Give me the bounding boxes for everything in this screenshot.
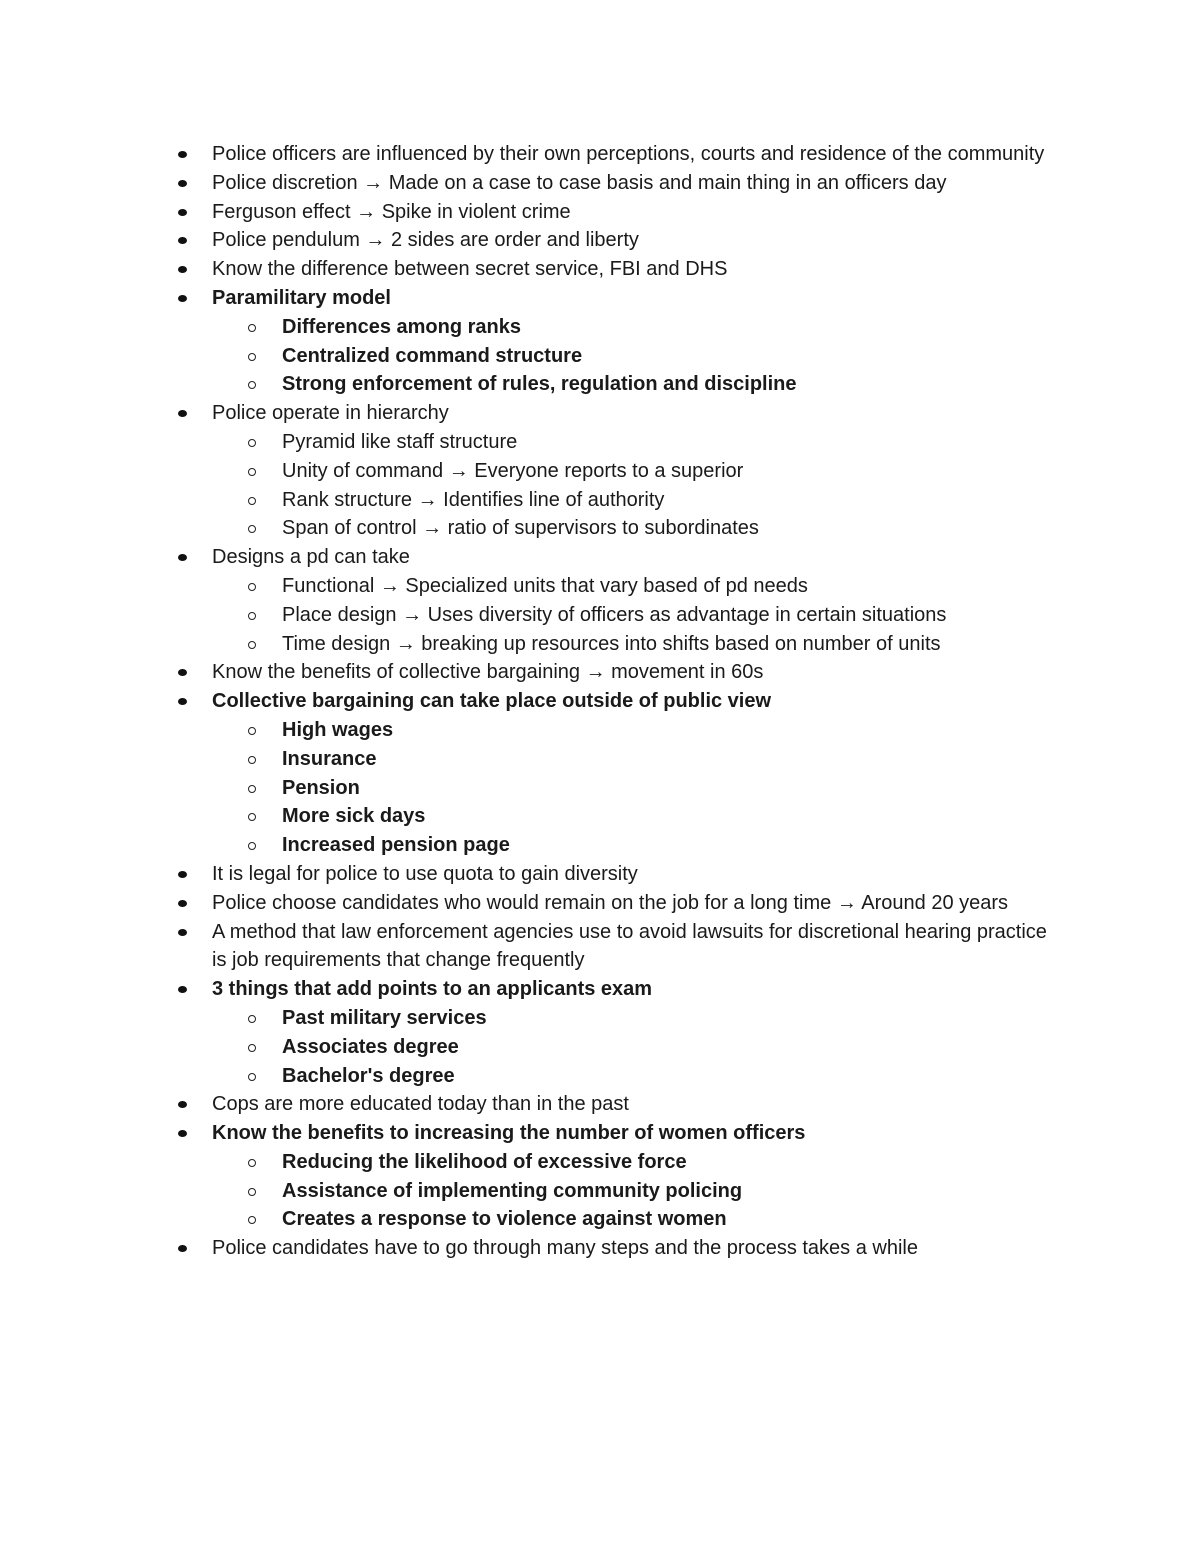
item-text: Collective bargaining can take place outside of public view <box>212 690 772 713</box>
item-text: Police choose candidates who would remain on the job for a long time → Around 20 years <box>212 891 1009 914</box>
item-text: Creates a response to violence against women <box>282 1208 727 1231</box>
bullet-item <box>0 255 1057 284</box>
item-text: Designs a pd can take <box>212 546 410 569</box>
item-text: Insurance <box>282 747 377 770</box>
sub-bullet-item <box>0 1148 1057 1177</box>
hollow-bullet-icon <box>248 525 256 533</box>
item-text: High wages <box>282 718 394 741</box>
hollow-bullet-icon <box>248 583 256 591</box>
hollow-bullet-icon <box>248 727 256 735</box>
item-text: Associates degree <box>282 1035 459 1058</box>
item-text: Increased pension page <box>282 834 510 857</box>
hollow-bullet-icon <box>248 641 256 649</box>
item-text: Bachelor's degree <box>282 1064 455 1087</box>
hollow-bullet-icon <box>248 1159 256 1167</box>
bullet-item <box>0 284 1057 313</box>
item-text: Place design → Uses diversity of officers as advantage in certain situations <box>282 603 947 626</box>
filled-bullet-icon <box>178 237 187 244</box>
item-text: It is legal for police to use quota to gain diversity <box>212 862 638 885</box>
bullet-item <box>0 1119 1057 1148</box>
hollow-bullet-icon <box>248 324 256 332</box>
filled-bullet-icon <box>178 871 187 878</box>
item-text: Span of control → ratio of supervisors to subordinates <box>282 517 759 540</box>
item-text: Police operate in hierarchy <box>212 402 449 425</box>
filled-bullet-icon <box>178 698 187 705</box>
filled-bullet-icon <box>178 986 187 993</box>
item-text: Police pendulum → 2 sides are order and liberty <box>212 229 639 252</box>
hollow-bullet-icon <box>248 1073 256 1081</box>
hollow-bullet-icon <box>248 1216 256 1224</box>
hollow-bullet-icon <box>248 785 256 793</box>
sub-bullet-item <box>0 745 1057 774</box>
filled-bullet-icon <box>178 209 187 216</box>
bullet-item <box>0 169 1057 198</box>
sub-bullet-item <box>0 1177 1057 1206</box>
sub-bullet-item <box>0 716 1057 745</box>
hollow-bullet-icon <box>248 842 256 850</box>
sub-bullet-item <box>0 831 1057 860</box>
filled-bullet-icon <box>178 410 187 417</box>
hollow-bullet-icon <box>248 381 256 389</box>
sub-bullet-item <box>0 1033 1057 1062</box>
sub-bullet-item <box>0 1004 1057 1033</box>
filled-bullet-icon <box>178 1130 187 1137</box>
bullet-item <box>0 198 1057 227</box>
item-text: A method that law enforcement agencies use to avoid lawsuits for discretional hearing practice is job requirements that change frequently <box>212 920 1047 972</box>
bullet-item <box>0 658 1057 687</box>
hollow-bullet-icon <box>248 612 256 620</box>
filled-bullet-icon <box>178 1101 187 1108</box>
hollow-bullet-icon <box>248 1044 256 1052</box>
sub-bullet-item <box>0 774 1057 803</box>
item-text: Unity of command → Everyone reports to a superior <box>282 459 744 482</box>
hollow-bullet-icon <box>248 439 256 447</box>
hollow-bullet-icon <box>248 353 256 361</box>
item-text: Ferguson effect → Spike in violent crime <box>212 200 571 223</box>
sub-bullet-item <box>0 1062 1057 1091</box>
hollow-bullet-icon <box>248 497 256 505</box>
bullet-item <box>0 543 1057 572</box>
bullet-item <box>0 1090 1057 1119</box>
bullet-item <box>0 860 1057 889</box>
item-text: Rank structure → Identifies line of authority <box>282 488 665 511</box>
item-text: Cops are more educated today than in the past <box>212 1093 629 1116</box>
item-text: Police officers are influenced by their own perceptions, courts and residence of the community <box>212 143 1045 165</box>
item-text: Time design → breaking up resources into shifts based on number of units <box>282 632 941 655</box>
item-text: Pension <box>282 776 360 799</box>
filled-bullet-icon <box>178 900 187 907</box>
item-text: Strong enforcement of rules, regulation and discipline <box>282 373 797 396</box>
filled-bullet-icon <box>178 151 187 158</box>
sub-bullet-item <box>0 428 1057 457</box>
hollow-bullet-icon <box>248 756 256 764</box>
item-text: Differences among ranks <box>282 315 521 338</box>
bullet-item <box>0 140 1057 169</box>
bullet-item <box>0 687 1057 716</box>
bullet-item <box>0 226 1057 255</box>
sub-bullet-item <box>0 486 1057 515</box>
item-text: Reducing the likelihood of excessive force <box>282 1150 687 1173</box>
item-text: More sick days <box>282 805 426 828</box>
item-text: 3 things that add points to an applicants exam <box>212 978 653 1001</box>
filled-bullet-icon <box>178 295 187 302</box>
sub-bullet-item <box>0 1205 1057 1234</box>
sub-bullet-item <box>0 630 1057 659</box>
sub-bullet-item <box>0 514 1057 543</box>
filled-bullet-icon <box>178 669 187 676</box>
item-text: Police discretion → Made on a case to case basis and main thing in an officers day <box>212 171 947 194</box>
item-text: Pyramid like staff structure <box>282 430 518 453</box>
bullet-item <box>0 975 1057 1004</box>
filled-bullet-icon <box>178 180 187 187</box>
bullet-item <box>0 399 1057 428</box>
filled-bullet-icon <box>178 929 187 936</box>
hollow-bullet-icon <box>248 468 256 476</box>
bullet-item <box>0 1234 1057 1263</box>
item-text: Know the benefits to increasing the number of women officers <box>212 1122 806 1145</box>
sub-bullet-item <box>0 572 1057 601</box>
item-text: Police candidates have to go through many steps and the process takes a while <box>212 1237 918 1260</box>
item-text: Past military services <box>282 1006 487 1029</box>
sub-bullet-item <box>0 457 1057 486</box>
item-text: Assistance of implementing community policing <box>282 1179 743 1202</box>
filled-bullet-icon <box>178 266 187 273</box>
item-text: Functional → Specialized units that vary based of pd needs <box>282 574 808 597</box>
filled-bullet-icon <box>178 554 187 561</box>
item-text: Know the difference between secret service, FBI and DHS <box>212 258 728 281</box>
sub-bullet-item <box>0 342 1057 371</box>
sub-bullet-item <box>0 313 1057 342</box>
hollow-bullet-icon <box>248 1188 256 1196</box>
bullet-item <box>0 918 1057 976</box>
sub-bullet-item <box>0 802 1057 831</box>
item-text: Paramilitary model <box>212 286 391 309</box>
hollow-bullet-icon <box>248 1015 256 1023</box>
item-text: Centralized command structure <box>282 344 583 367</box>
hollow-bullet-icon <box>248 813 256 821</box>
item-text: Know the benefits of collective bargaining → movement in 60s <box>212 661 764 684</box>
filled-bullet-icon <box>178 1245 187 1252</box>
sub-bullet-item <box>0 601 1057 630</box>
bullet-item <box>0 889 1057 918</box>
notes-list <box>0 140 1200 1263</box>
sub-bullet-item <box>0 370 1057 399</box>
